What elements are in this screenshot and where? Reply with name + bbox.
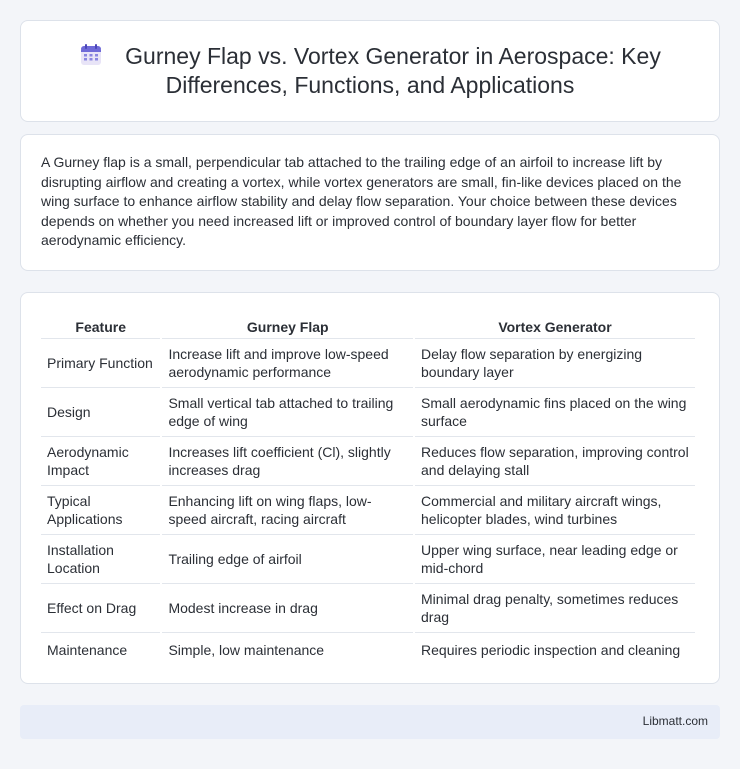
gurney-cell: Enhancing lift on wing flaps, low-speed aircraft, racing aircraft [162, 486, 413, 535]
footer-brand[interactable]: Libmatt.com [642, 714, 708, 728]
feature-cell: Typical Applications [41, 486, 160, 535]
vortex-cell: Upper wing surface, near leading edge or mid-chord [415, 535, 695, 584]
gurney-cell: Increase lift and improve low-speed aerodynamic performance [162, 339, 413, 388]
gurney-cell: Increases lift coefficient (Cl), slightly increases drag [162, 437, 413, 486]
vortex-cell: Minimal drag penalty, sometimes reduces drag [415, 584, 695, 633]
header-gurney-flap: Gurney Flap [162, 311, 413, 339]
feature-cell: Design [41, 388, 160, 437]
vortex-cell: Reduces flow separation, improving control and delaying stall [415, 437, 695, 486]
vortex-cell: Requires periodic inspection and cleaning [421, 642, 681, 658]
table-header-row [41, 311, 695, 339]
table-row [41, 535, 695, 584]
gurney-cell: Small vertical tab attached to trailing edge of wing [162, 388, 413, 437]
vortex-cell: Commercial and military aircraft wings, helicopter blades, wind turbines [415, 486, 695, 535]
table-row [41, 339, 695, 388]
gurney-cell: Modest increase in drag [162, 584, 413, 633]
gurney-cell: Trailing edge of airfoil [162, 535, 413, 584]
table-row [41, 584, 695, 633]
calendar-icon [79, 43, 103, 67]
vortex-cell: Delay flow separation by energizing boundary layer [415, 339, 695, 388]
feature-cell: Primary Function [41, 339, 160, 388]
feature-cell: Effect on Drag [41, 584, 160, 633]
gurney-cell: Simple, low maintenance [168, 642, 325, 658]
table-row [41, 437, 695, 486]
table-row [41, 388, 695, 437]
header-feature: Feature [41, 311, 160, 339]
intro-paragraph: A Gurney flap is a small, perpendicular tab attached to the trailing edge of an airfoil to increase lift by disrupting airflow and creating a vortex, while vortex generators are small, fin-like devices placed on the wing surface to enhance airflow stability and delay flow separation. Your choice between these devices depends on whether you need increased lift or improved control of boundary layer flow for better aerodynamic efficiency. [41, 154, 682, 248]
comparison-table [39, 311, 697, 667]
page-title-wrap [51, 42, 689, 100]
table-row [41, 486, 695, 535]
intro-card [20, 134, 720, 271]
header-vortex-generator: Vortex Generator [415, 311, 695, 339]
feature-cell: Aerodynamic Impact [41, 437, 160, 486]
comparison-card [20, 292, 720, 684]
page-title: Gurney Flap vs. Vortex Generator in Aerospace: Key Differences, Functions, and Applications [125, 43, 661, 98]
footer [20, 705, 720, 739]
title-card [20, 20, 720, 122]
feature-cell: Installation Location [41, 535, 160, 584]
feature-cell: Maintenance [47, 642, 128, 658]
table-row [41, 633, 695, 667]
vortex-cell: Small aerodynamic fins placed on the wing surface [415, 388, 695, 437]
